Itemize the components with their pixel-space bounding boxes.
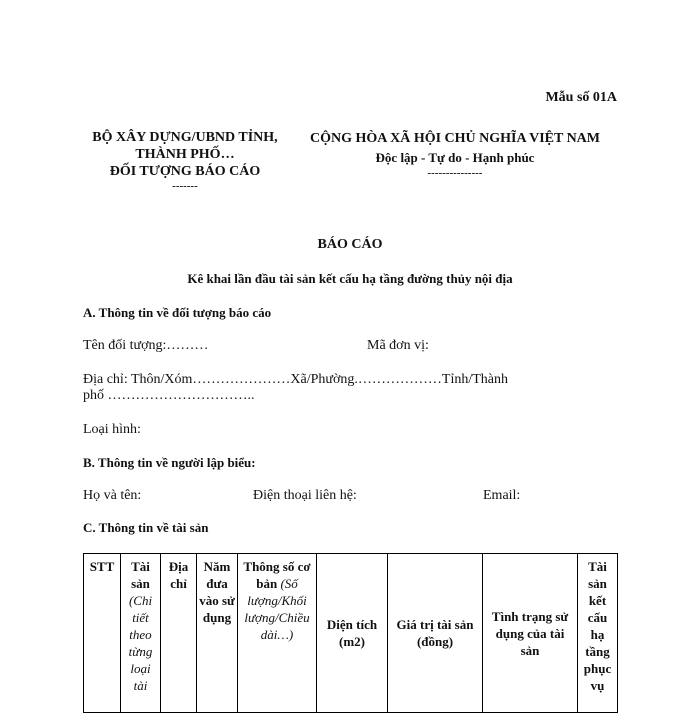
national-title: CỘNG HÒA XÃ HỘI CHỦ NGHĨA VIỆT NAM — [309, 131, 600, 146]
motto-rule: --------------- — [427, 167, 483, 179]
section-b-heading: B. Thông tin về người lập biểu: — [83, 455, 256, 470]
col-stt-header: STT — [84, 554, 121, 713]
col-specs-header — [238, 554, 317, 713]
authority-line-1: BỘ XÂY DỰNG/UBND TỈNH, — [92, 130, 278, 145]
col-location-header: Địa chỉ — [161, 554, 197, 713]
col-value-header: Giá trị tài sản (đồng) — [388, 554, 483, 713]
col-area-header: Diện tích (m2) — [317, 554, 388, 713]
national-motto-block — [292, 129, 618, 179]
col-asset-label: Tài sản — [131, 559, 150, 591]
authority-rule: ------- — [172, 180, 198, 192]
col-asset-header — [121, 554, 161, 713]
section-a-heading: A. Thông tin về đối tượng báo cáo — [83, 305, 272, 320]
form-number: Mẫu số 01A — [545, 90, 617, 105]
issuing-authority-block — [80, 129, 290, 192]
asset-table — [83, 553, 618, 713]
col-year-header: Năm đưa vào sử dụng — [197, 554, 238, 713]
report-subtitle: Kê khai lần đầu tài sản kết cấu hạ tầng đường thủy nội địa — [187, 271, 513, 286]
col-asset-note: (Chi tiết theo từng loại tài — [128, 593, 153, 693]
address-city-field: phố ………………………….. — [83, 388, 255, 403]
section-c-heading: C. Thông tin về tài sản — [83, 520, 209, 535]
authority-line-3: ĐỐI TƯỢNG BÁO CÁO — [109, 164, 261, 179]
preparer-email-field: Email: — [483, 488, 521, 503]
address-field: Địa chỉ: Thôn/Xóm…………………Xã/Phường.………………Tỉnh/Thành — [83, 372, 508, 387]
col-specs-label: Thông số cơ bản — [243, 559, 311, 591]
national-motto: Độc lập - Tự do - Hạnh phúc — [375, 150, 535, 165]
col-service-header: Tài sản kết cấu hạ tầng phục vụ — [578, 554, 618, 713]
unit-code-field: Mã đơn vị: — [367, 338, 429, 353]
col-specs-note: (Số lượng/Khối lượng/Chiều dài…) — [244, 576, 310, 642]
reporting-entity-name-field: Tên đối tượng:……… — [83, 338, 209, 353]
entity-type-field: Loại hình: — [83, 422, 141, 437]
report-title: BÁO CÁO — [317, 237, 383, 252]
table-header-row — [84, 554, 618, 713]
col-status-header: Tình trạng sử dụng của tài sản — [483, 554, 578, 713]
preparer-phone-field: Điện thoại liên hệ: — [253, 488, 357, 503]
authority-line-2: THÀNH PHỐ… — [135, 147, 235, 162]
preparer-name-field: Họ và tên: — [83, 488, 142, 503]
